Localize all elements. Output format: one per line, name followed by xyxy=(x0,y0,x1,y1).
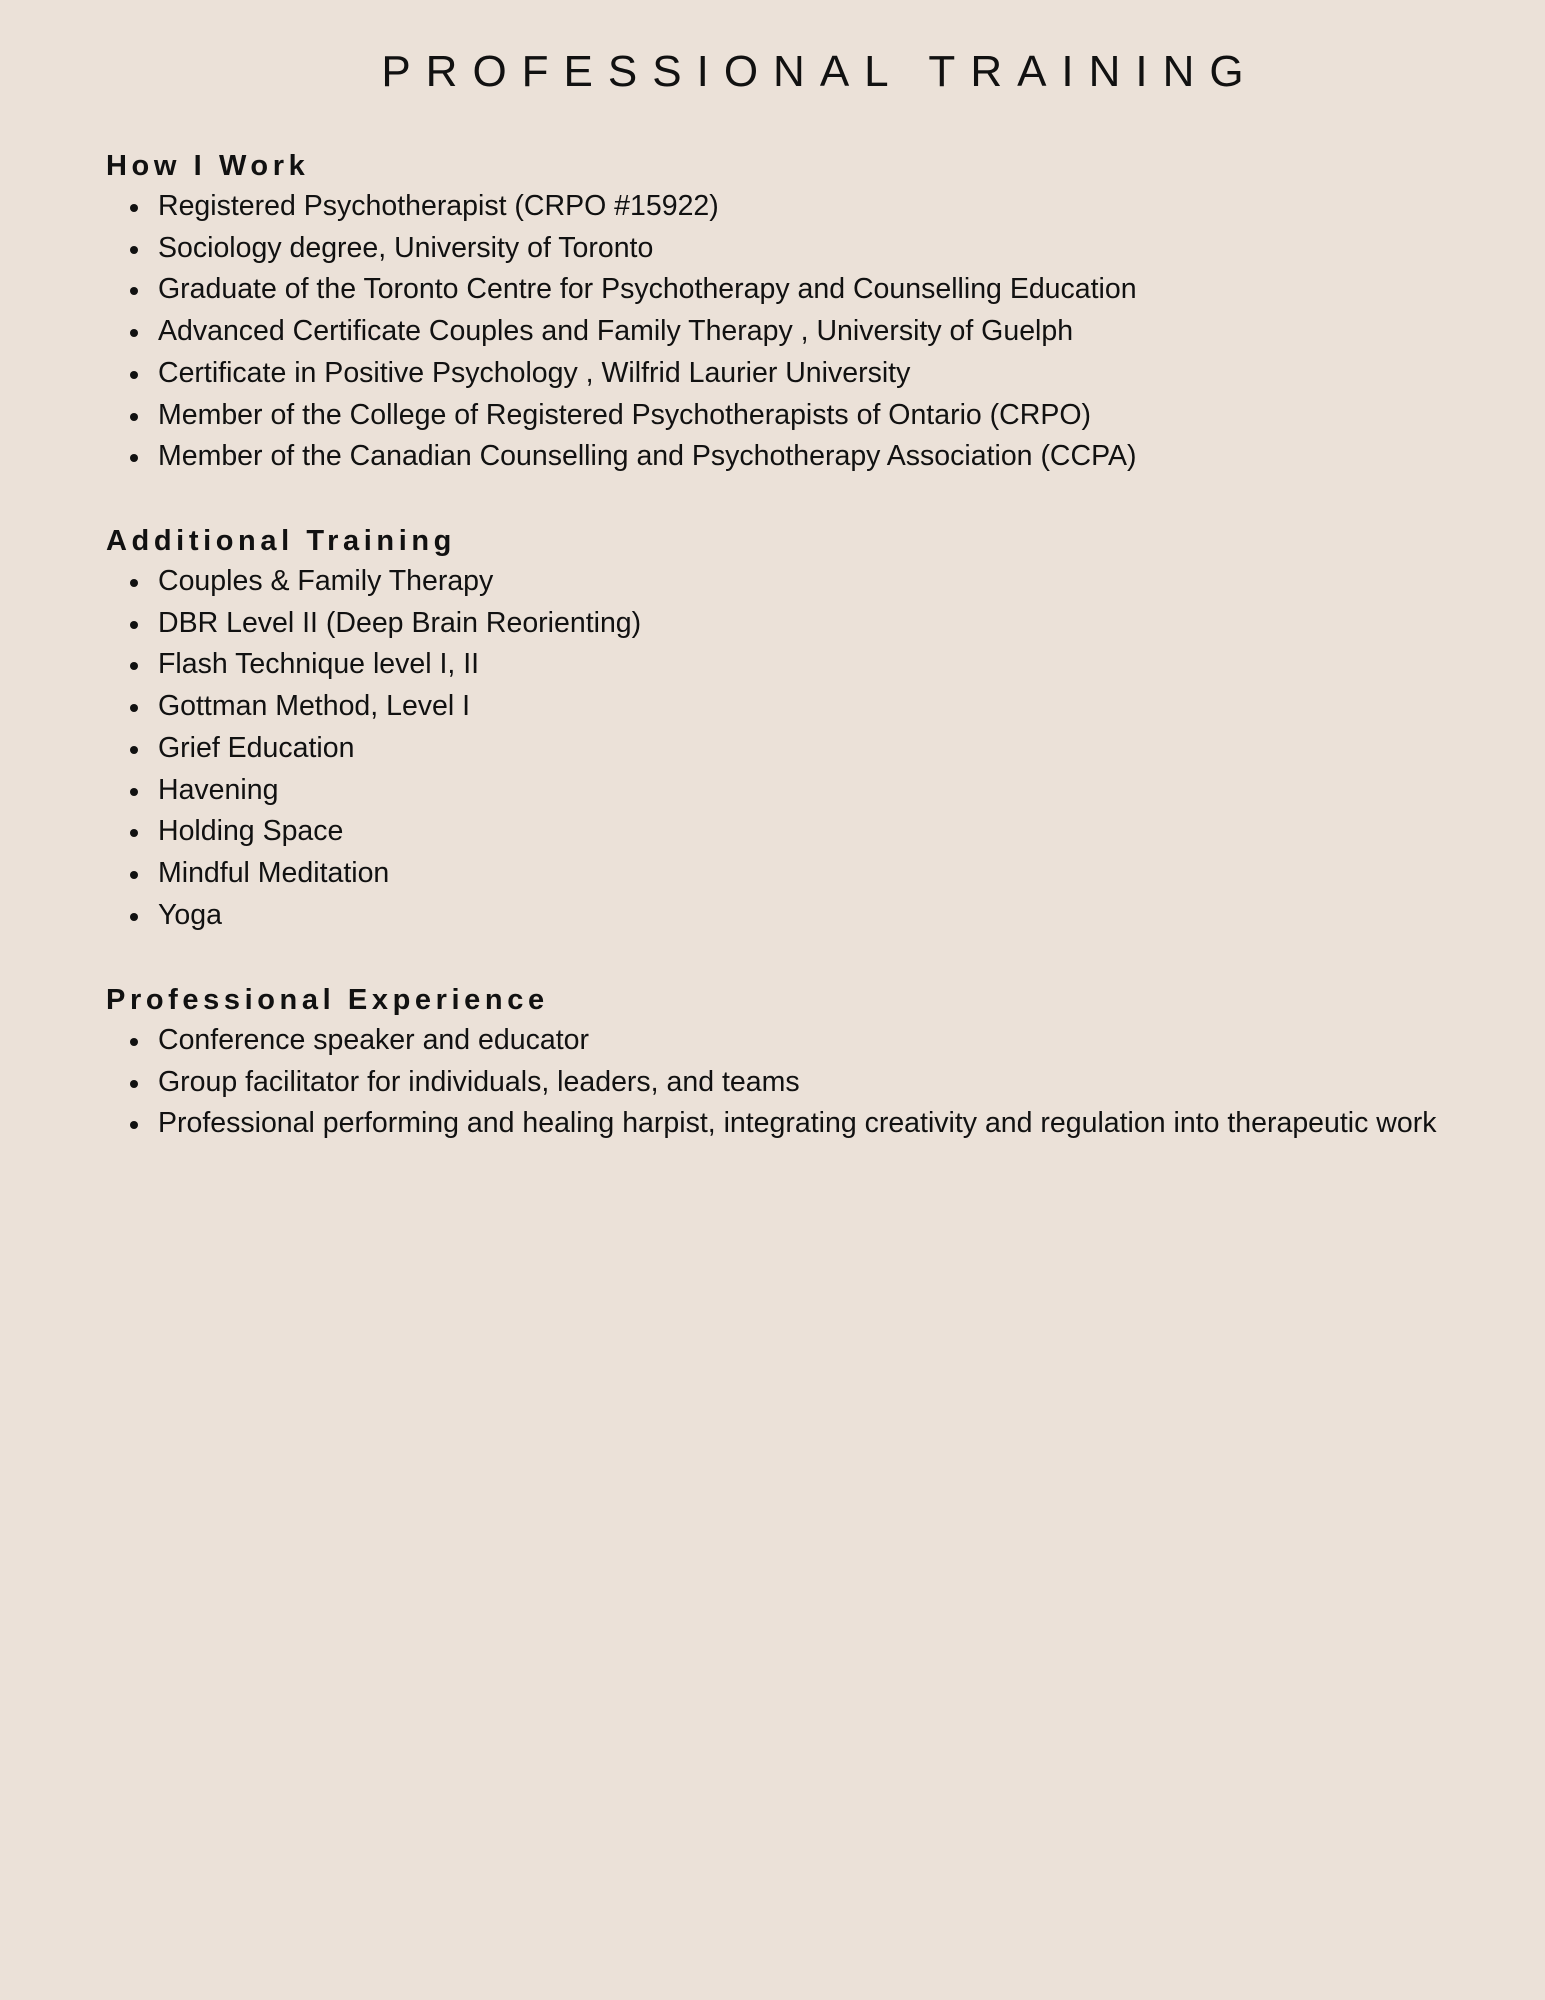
list-item: Graduate of the Toronto Centre for Psychotherapy and Counselling Education xyxy=(106,269,1545,311)
experience-list xyxy=(106,1020,1545,1145)
section-heading: How I Work xyxy=(106,150,310,182)
list-item: Member of the Canadian Counselling and Psychotherapy Association (CCPA) xyxy=(106,436,1545,478)
training-list xyxy=(106,561,1545,936)
page-title: PROFESSIONAL TRAINING xyxy=(381,47,1259,96)
credentials-list xyxy=(106,186,1545,478)
section-heading: Additional Training xyxy=(106,525,456,557)
section-how-i-work xyxy=(106,146,1545,478)
section-additional-training xyxy=(106,521,1545,936)
list-item: Holding Space xyxy=(106,811,1545,853)
section-heading: Professional Experience xyxy=(106,984,549,1016)
list-item: Havening xyxy=(106,770,1545,812)
list-item: Yoga xyxy=(106,895,1545,937)
list-item: Professional performing and healing harpist, integrating creativity and regulation into therapeutic work xyxy=(106,1103,1545,1145)
list-item: Flash Technique level I, II xyxy=(106,644,1545,686)
list-item: Gottman Method, Level I xyxy=(106,686,1545,728)
list-item: DBR Level II (Deep Brain Reorienting) xyxy=(106,603,1545,645)
list-item: Sociology degree, University of Toronto xyxy=(106,228,1545,270)
list-item: Member of the College of Registered Psychotherapists of Ontario (CRPO) xyxy=(106,395,1545,437)
list-item: Registered Psychotherapist (CRPO #15922) xyxy=(106,186,1545,228)
section-professional-experience xyxy=(106,980,1545,1145)
list-item: Advanced Certificate Couples and Family Therapy , University of Guelph xyxy=(106,311,1545,353)
list-item: Conference speaker and educator xyxy=(106,1020,1545,1062)
list-item: Couples & Family Therapy xyxy=(106,561,1545,603)
list-item: Mindful Meditation xyxy=(106,853,1545,895)
list-item: Group facilitator for individuals, leaders, and teams xyxy=(106,1062,1545,1104)
list-item: Certificate in Positive Psychology , Wilfrid Laurier University xyxy=(106,353,1545,395)
list-item: Grief Education xyxy=(106,728,1545,770)
